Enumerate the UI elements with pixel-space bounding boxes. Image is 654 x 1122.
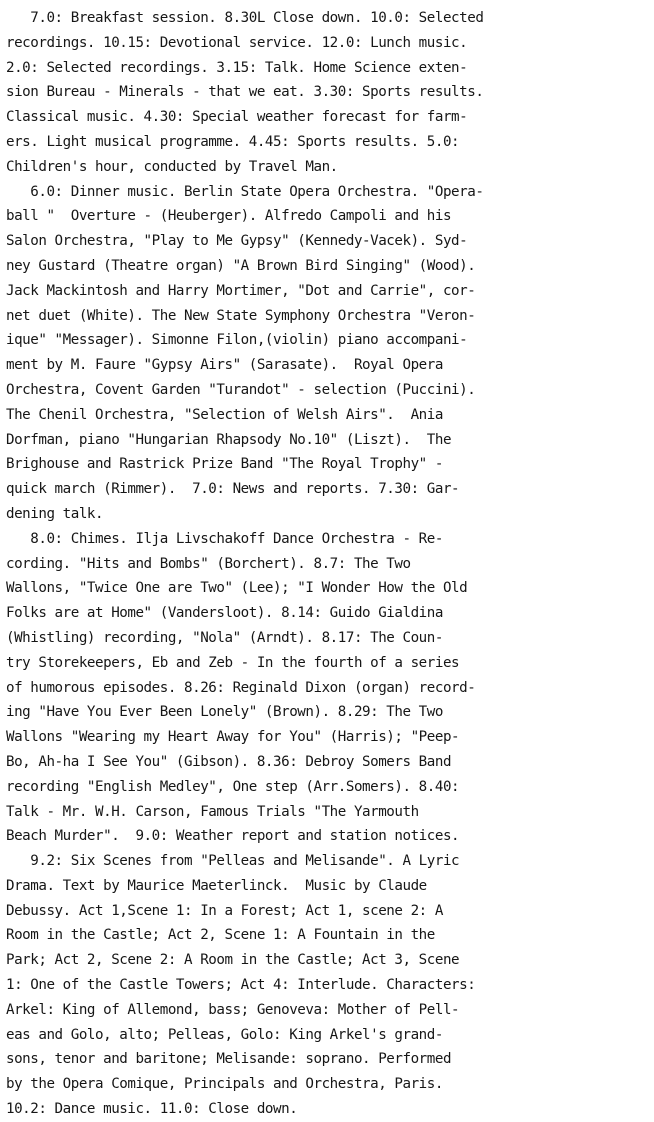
text-line: Salon Orchestra, "Play to Me Gypsy" (Kennedy-Vacek). Syd- bbox=[6, 233, 468, 250]
text-line: 10.2: Dance music. 11.0: Close down. bbox=[6, 1101, 298, 1118]
text-line: dening talk. bbox=[6, 505, 104, 522]
paragraph-schedule-evening bbox=[6, 180, 648, 527]
text-line: sons, tenor and baritone; Melisande: soprano. Performed bbox=[6, 1051, 452, 1068]
text-line: Park; Act 2, Scene 2: A Room in the Castle; Act 3, Scene bbox=[6, 952, 460, 969]
text-line: ique" "Messager). Simonne Filon,(violin) piano accompani- bbox=[6, 332, 468, 349]
text-line: sion Bureau - Minerals - that we eat. 3.30: Sports results. bbox=[6, 84, 484, 101]
text-line: net duet (White). The New State Symphony Orchestra "Veron- bbox=[6, 307, 476, 324]
text-line: cording. "Hits and Bombs" (Borchert). 8.7: The Two bbox=[6, 555, 411, 572]
text-line: try Storekeepers, Eb and Zeb - In the fourth of a series bbox=[6, 654, 460, 671]
text-line: Room in the Castle; Act 2, Scene 1: A Fountain in the bbox=[6, 927, 435, 944]
text-line: recording "English Medley", One step (Arr.Somers). 8.40: bbox=[6, 778, 460, 795]
text-line: 9.2: Six Scenes from "Pelleas and Melisande". A Lyric bbox=[6, 853, 460, 870]
text-line: by the Opera Comique, Principals and Orchestra, Paris. bbox=[6, 1076, 443, 1093]
paragraph-schedule-morning bbox=[6, 6, 648, 180]
text-line: Wallons, "Twice One are Two" (Lee); "I Wonder How the Old bbox=[6, 580, 468, 597]
text-line: Orchestra, Covent Garden "Turandot" - selection (Puccini). bbox=[6, 381, 476, 398]
text-line: Talk - Mr. W.H. Carson, Famous Trials "The Yarmouth bbox=[6, 803, 419, 820]
text-line: ers. Light musical programme. 4.45: Sports results. 5.0: bbox=[6, 133, 460, 150]
paragraph-schedule-night bbox=[6, 527, 648, 849]
text-line: Dorfman, piano "Hungarian Rhapsody No.10" (Liszt). The bbox=[6, 431, 452, 448]
text-line: ment by M. Faure "Gypsy Airs" (Sarasate). Royal Opera bbox=[6, 357, 443, 374]
text-line: Bo, Ah-ha I See You" (Gibson). 8.36: Debroy Somers Band bbox=[6, 753, 452, 770]
text-line: Classical music. 4.30: Special weather forecast for farm- bbox=[6, 109, 468, 126]
text-line: quick march (Rimmer). 7.0: News and reports. 7.30: Gar- bbox=[6, 481, 460, 498]
text-line: 6.0: Dinner music. Berlin State Opera Orchestra. "Opera- bbox=[6, 183, 484, 200]
text-line: Children's hour, conducted by Travel Man. bbox=[6, 158, 338, 175]
text-line: The Chenil Orchestra, "Selection of Welsh Airs". Ania bbox=[6, 406, 443, 423]
paragraph-schedule-late bbox=[6, 849, 648, 1122]
text-line: 1: One of the Castle Towers; Act 4: Interlude. Characters: bbox=[6, 977, 476, 994]
text-line: eas and Golo, alto; Pelleas, Golo: King Arkel's grand- bbox=[6, 1026, 443, 1043]
text-line: Jack Mackintosh and Harry Mortimer, "Dot and Carrie", cor- bbox=[6, 282, 476, 299]
text-line: (Whistling) recording, "Nola" (Arndt). 8.17: The Coun- bbox=[6, 629, 443, 646]
text-line: 2.0: Selected recordings. 3.15: Talk. Home Science exten- bbox=[6, 59, 468, 76]
text-line: Drama. Text by Maurice Maeterlinck. Music by Claude bbox=[6, 877, 427, 894]
text-line: recordings. 10.15: Devotional service. 12.0: Lunch music. bbox=[6, 34, 468, 51]
text-line: of humorous episodes. 8.26: Reginald Dixon (organ) record- bbox=[6, 679, 476, 696]
text-line: ball " Overture - (Heuberger). Alfredo Campoli and his bbox=[6, 208, 452, 225]
text-line: Debussy. Act 1,Scene 1: In a Forest; Act 1, scene 2: A bbox=[6, 902, 443, 919]
text-line: ing "Have You Ever Been Lonely" (Brown). 8.29: The Two bbox=[6, 704, 443, 721]
text-line: Wallons "Wearing my Heart Away for You" (Harris); "Peep- bbox=[6, 729, 460, 746]
text-line: Folks are at Home" (Vandersloot). 8.14: Guido Gialdina bbox=[6, 605, 443, 622]
text-line: Beach Murder". 9.0: Weather report and station notices. bbox=[6, 828, 460, 845]
text-line: Arkel: King of Allemond, bass; Genoveva: Mother of Pell- bbox=[6, 1001, 460, 1018]
text-line: ney Gustard (Theatre organ) "A Brown Bird Singing" (Wood). bbox=[6, 257, 476, 274]
text-line: 8.0: Chimes. Ilja Livschakoff Dance Orchestra - Re- bbox=[6, 530, 443, 547]
text-line: Brighouse and Rastrick Prize Band "The Royal Trophy" - bbox=[6, 456, 443, 473]
text-line: 7.0: Breakfast session. 8.30L Close down. 10.0: Selected bbox=[6, 10, 484, 26]
